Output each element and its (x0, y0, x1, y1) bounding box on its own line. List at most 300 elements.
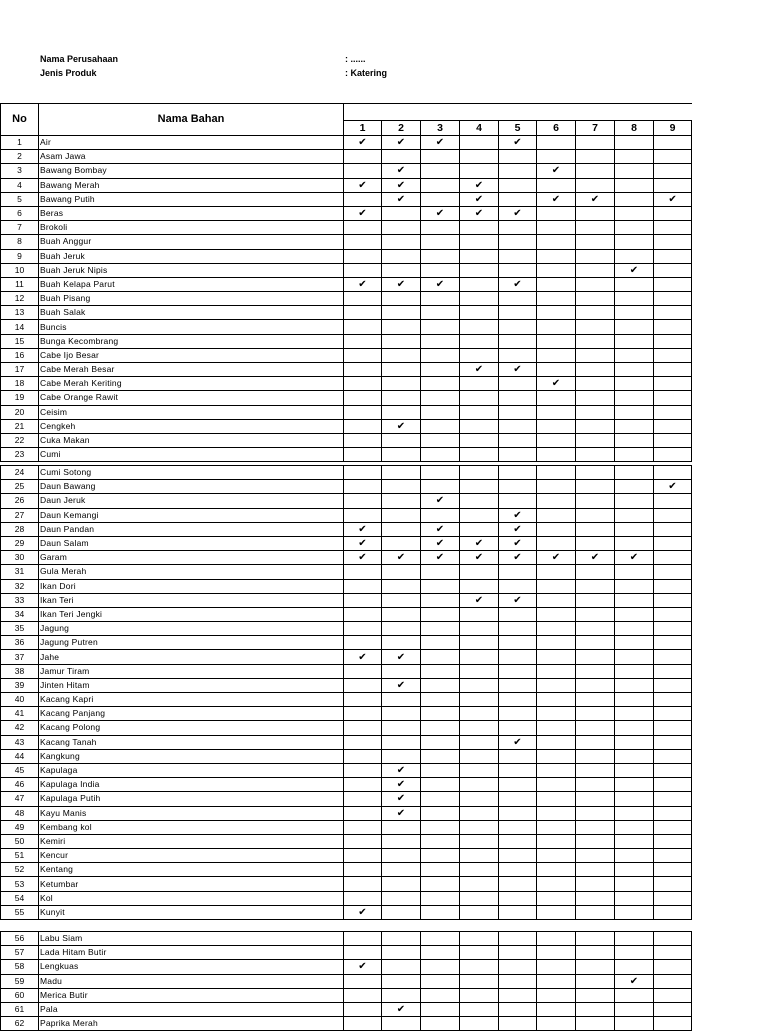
check-cell (421, 932, 460, 946)
check-cell (576, 551, 615, 565)
check-cell (460, 778, 499, 792)
table-row (1, 891, 692, 905)
check-cell (382, 292, 421, 306)
check-cell (382, 636, 421, 650)
check-cell (576, 277, 615, 291)
column-header-nama-bahan: Nama Bahan (39, 104, 344, 136)
ingredient-name: Ceisim (39, 405, 344, 419)
check-cell (421, 551, 460, 565)
row-number: 26 (1, 494, 39, 508)
row-number: 4 (1, 178, 39, 192)
check-cell (537, 622, 576, 636)
check-cell (382, 607, 421, 621)
check-cell (460, 622, 499, 636)
check-cell (421, 607, 460, 621)
check-cell (654, 221, 692, 235)
check-cell (654, 863, 692, 877)
check-cell (344, 433, 382, 447)
table-row (1, 778, 692, 792)
check-cell (421, 405, 460, 419)
check-cell (615, 206, 654, 220)
check-cell (421, 749, 460, 763)
check-cell (344, 622, 382, 636)
check-cell (654, 466, 692, 480)
row-number: 57 (1, 946, 39, 960)
check-cell (382, 778, 421, 792)
row-number: 59 (1, 974, 39, 988)
row-number: 49 (1, 820, 39, 834)
check-cell (460, 593, 499, 607)
check-cell (344, 877, 382, 891)
check-cell (382, 849, 421, 863)
check-cell (537, 522, 576, 536)
check-cell (382, 263, 421, 277)
check-cell (344, 693, 382, 707)
check-cell (382, 277, 421, 291)
check-cell (460, 192, 499, 206)
check-cell (654, 551, 692, 565)
check-cell (421, 377, 460, 391)
check-cell (499, 636, 537, 650)
check-cell (382, 433, 421, 447)
row-number: 32 (1, 579, 39, 593)
row-number: 52 (1, 863, 39, 877)
check-cell (576, 863, 615, 877)
check-cell (576, 650, 615, 664)
check-cell (344, 664, 382, 678)
check-icon: ✔ (435, 495, 445, 507)
check-cell (421, 891, 460, 905)
check-cell (654, 721, 692, 735)
check-cell (382, 522, 421, 536)
check-icon: ✔ (474, 552, 484, 564)
check-cell (344, 348, 382, 362)
check-icon: ✔ (513, 523, 522, 535)
check-cell (499, 721, 537, 735)
check-cell (654, 448, 692, 462)
check-cell (460, 565, 499, 579)
table-row (1, 206, 692, 220)
check-cell (615, 1002, 654, 1016)
table-row (1, 277, 692, 291)
check-cell (615, 877, 654, 891)
check-cell (421, 150, 460, 164)
check-cell (654, 849, 692, 863)
check-cell (537, 607, 576, 621)
check-cell (615, 494, 654, 508)
check-icon: ✔ (551, 165, 561, 177)
check-cell (382, 735, 421, 749)
check-cell (421, 735, 460, 749)
check-cell (344, 607, 382, 621)
check-cell (615, 749, 654, 763)
check-cell (499, 391, 537, 405)
check-cell (615, 221, 654, 235)
row-number: 54 (1, 891, 39, 905)
check-cell (344, 792, 382, 806)
row-number: 58 (1, 960, 39, 974)
check-cell (499, 363, 537, 377)
check-cell (460, 749, 499, 763)
check-cell (654, 235, 692, 249)
check-cell (537, 664, 576, 678)
table-row (1, 932, 692, 946)
check-cell (460, 636, 499, 650)
check-icon: ✔ (396, 420, 406, 432)
row-number: 14 (1, 320, 39, 334)
check-cell (421, 988, 460, 1002)
table-row (1, 721, 692, 735)
row-number: 19 (1, 391, 39, 405)
check-cell (421, 206, 460, 220)
check-cell (576, 178, 615, 192)
check-cell (576, 235, 615, 249)
check-cell (382, 334, 421, 348)
check-cell (421, 419, 460, 433)
ingredient-name: Buah Anggur (39, 235, 344, 249)
ingredient-name: Kayu Manis (39, 806, 344, 820)
check-cell (499, 974, 537, 988)
ingredient-name: Lengkuas (39, 960, 344, 974)
check-cell (382, 1002, 421, 1016)
check-icon: ✔ (513, 594, 522, 606)
check-icon: ✔ (396, 137, 406, 149)
check-cell (615, 988, 654, 1002)
column-header-4: 4 (460, 121, 499, 136)
check-cell (654, 834, 692, 848)
column-header-3: 3 (421, 121, 460, 136)
check-cell (382, 891, 421, 905)
ingredient-name: Kacang Tanah (39, 735, 344, 749)
check-cell (499, 433, 537, 447)
table-row (1, 636, 692, 650)
check-cell (344, 363, 382, 377)
check-cell (615, 536, 654, 550)
check-cell (615, 960, 654, 974)
check-cell (537, 593, 576, 607)
check-cell (344, 136, 382, 150)
table-row (1, 136, 692, 150)
ingredient-name: Cabe Ijo Besar (39, 348, 344, 362)
check-cell (460, 820, 499, 834)
check-cell (382, 988, 421, 1002)
check-icon: ✔ (513, 278, 522, 290)
ingredient-name: Kangkung (39, 749, 344, 763)
ingredient-name: Bawang Merah (39, 178, 344, 192)
check-cell (421, 763, 460, 777)
check-cell (615, 433, 654, 447)
check-cell (576, 607, 615, 621)
check-cell (499, 678, 537, 692)
check-cell (654, 579, 692, 593)
ingredient-name: Daun Pandan (39, 522, 344, 536)
ingredient-name: Daun Jeruk (39, 494, 344, 508)
check-cell (460, 405, 499, 419)
row-number: 46 (1, 778, 39, 792)
check-cell (615, 792, 654, 806)
check-cell (499, 792, 537, 806)
check-cell (654, 277, 692, 291)
table-row (1, 707, 692, 721)
check-icon: ✔ (358, 278, 367, 290)
check-cell (537, 391, 576, 405)
check-icon: ✔ (474, 364, 484, 376)
check-cell (615, 849, 654, 863)
check-cell (382, 551, 421, 565)
table-row (1, 363, 692, 377)
check-cell (537, 292, 576, 306)
check-cell (654, 522, 692, 536)
check-cell (344, 480, 382, 494)
check-cell (460, 334, 499, 348)
ingredient-name: Kentang (39, 863, 344, 877)
check-cell (421, 664, 460, 678)
check-cell (460, 419, 499, 433)
table-row (1, 466, 692, 480)
check-cell (499, 221, 537, 235)
column-header-8: 8 (615, 121, 654, 136)
check-cell (460, 508, 499, 522)
check-cell (654, 891, 692, 905)
check-cell (654, 292, 692, 306)
ingredient-name: Brokoli (39, 221, 344, 235)
check-cell (499, 778, 537, 792)
check-cell (615, 607, 654, 621)
check-cell (344, 164, 382, 178)
row-number: 7 (1, 221, 39, 235)
ingredient-name: Jahe (39, 650, 344, 664)
check-cell (382, 150, 421, 164)
check-cell (537, 763, 576, 777)
check-cell (460, 707, 499, 721)
check-cell (421, 363, 460, 377)
check-cell (421, 221, 460, 235)
check-cell (537, 508, 576, 522)
table-row (1, 235, 692, 249)
check-cell (654, 136, 692, 150)
check-cell (421, 863, 460, 877)
check-cell (576, 735, 615, 749)
ingredient-name: Madu (39, 974, 344, 988)
check-cell (460, 178, 499, 192)
check-cell (499, 863, 537, 877)
check-cell (344, 494, 382, 508)
check-cell (460, 277, 499, 291)
check-cell (499, 1002, 537, 1016)
check-cell (537, 721, 576, 735)
check-cell (615, 277, 654, 291)
check-cell (615, 235, 654, 249)
check-cell (344, 292, 382, 306)
check-cell (344, 277, 382, 291)
check-cell (615, 863, 654, 877)
check-cell (537, 221, 576, 235)
check-cell (460, 763, 499, 777)
check-cell (537, 277, 576, 291)
check-cell (654, 988, 692, 1002)
check-cell (499, 849, 537, 863)
check-cell (421, 693, 460, 707)
check-cell (499, 348, 537, 362)
ingredient-name: Jagung (39, 622, 344, 636)
row-number: 45 (1, 763, 39, 777)
table-row (1, 946, 692, 960)
check-cell (344, 448, 382, 462)
check-cell (654, 749, 692, 763)
check-cell (421, 707, 460, 721)
check-cell (576, 877, 615, 891)
check-cell (421, 277, 460, 291)
check-cell (654, 593, 692, 607)
check-cell (460, 150, 499, 164)
row-number: 5 (1, 192, 39, 206)
row-number: 2 (1, 150, 39, 164)
check-cell (382, 536, 421, 550)
check-cell (460, 735, 499, 749)
check-cell (382, 178, 421, 192)
table-row (1, 579, 692, 593)
column-header-6: 6 (537, 121, 576, 136)
check-cell (576, 721, 615, 735)
check-cell (499, 891, 537, 905)
check-cell (499, 593, 537, 607)
check-cell (460, 960, 499, 974)
column-header-1: 1 (344, 121, 382, 136)
check-cell (499, 320, 537, 334)
check-cell (615, 363, 654, 377)
ingredient-name: Buah Jeruk Nipis (39, 263, 344, 277)
check-cell (499, 820, 537, 834)
ingredient-name: Bawang Putih (39, 192, 344, 206)
check-cell (615, 664, 654, 678)
check-cell (576, 480, 615, 494)
check-cell (421, 650, 460, 664)
check-cell (576, 363, 615, 377)
check-cell (421, 164, 460, 178)
check-cell (499, 235, 537, 249)
check-icon: ✔ (396, 179, 406, 191)
check-cell (576, 1002, 615, 1016)
row-number: 62 (1, 1017, 39, 1031)
table-row (1, 664, 692, 678)
check-cell (537, 466, 576, 480)
table-row (1, 292, 692, 306)
check-icon: ✔ (396, 679, 406, 691)
check-cell (344, 419, 382, 433)
table-row (1, 749, 692, 763)
check-cell (615, 306, 654, 320)
check-cell (576, 960, 615, 974)
check-cell (344, 522, 382, 536)
check-cell (615, 735, 654, 749)
check-cell (499, 306, 537, 320)
check-cell (421, 820, 460, 834)
check-cell (576, 905, 615, 919)
ingredient-table-part-1 (0, 103, 692, 462)
row-number: 18 (1, 377, 39, 391)
check-icon: ✔ (474, 538, 484, 550)
check-cell (421, 960, 460, 974)
check-icon: ✔ (358, 538, 367, 550)
company-value: : ...... (345, 54, 366, 64)
company-header (40, 53, 440, 83)
check-cell (344, 946, 382, 960)
check-cell (576, 334, 615, 348)
check-cell (654, 678, 692, 692)
check-cell (537, 551, 576, 565)
check-cell (576, 664, 615, 678)
check-cell (382, 650, 421, 664)
check-cell (460, 974, 499, 988)
check-cell (421, 292, 460, 306)
check-cell (344, 249, 382, 263)
check-cell (344, 778, 382, 792)
product-label: Jenis Produk (40, 68, 97, 78)
check-cell (615, 806, 654, 820)
check-cell (615, 565, 654, 579)
table-row (1, 536, 692, 550)
check-cell (615, 320, 654, 334)
row-number: 53 (1, 877, 39, 891)
check-cell (460, 579, 499, 593)
check-icon: ✔ (396, 807, 406, 819)
check-cell (576, 891, 615, 905)
check-cell (537, 419, 576, 433)
check-cell (537, 579, 576, 593)
check-cell (344, 749, 382, 763)
check-cell (382, 164, 421, 178)
check-cell (615, 579, 654, 593)
check-cell (460, 466, 499, 480)
check-cell (654, 735, 692, 749)
row-number: 8 (1, 235, 39, 249)
check-cell (421, 678, 460, 692)
table-row (1, 150, 692, 164)
check-cell (537, 1002, 576, 1016)
row-number: 43 (1, 735, 39, 749)
check-cell (537, 405, 576, 419)
check-cell (421, 334, 460, 348)
check-cell (421, 522, 460, 536)
check-cell (615, 636, 654, 650)
header-row (1, 104, 692, 121)
check-cell (421, 974, 460, 988)
check-cell (576, 306, 615, 320)
check-icon: ✔ (435, 523, 445, 535)
check-cell (460, 1002, 499, 1016)
check-cell (654, 206, 692, 220)
check-icon: ✔ (474, 179, 484, 191)
row-number: 9 (1, 249, 39, 263)
table-row (1, 263, 692, 277)
check-icon: ✔ (435, 538, 445, 550)
check-cell (382, 622, 421, 636)
column-header-9: 9 (654, 121, 692, 136)
check-cell (460, 320, 499, 334)
check-icon: ✔ (513, 509, 522, 521)
check-cell (654, 150, 692, 164)
ingredient-name: Kapulaga Putih (39, 792, 344, 806)
check-cell (460, 849, 499, 863)
check-icon: ✔ (513, 208, 522, 220)
check-cell (576, 136, 615, 150)
ingredient-name: Ikan Dori (39, 579, 344, 593)
table-row (1, 1002, 692, 1016)
check-cell (576, 678, 615, 692)
ingredient-name: Kembang kol (39, 820, 344, 834)
check-cell (615, 707, 654, 721)
check-cell (537, 960, 576, 974)
